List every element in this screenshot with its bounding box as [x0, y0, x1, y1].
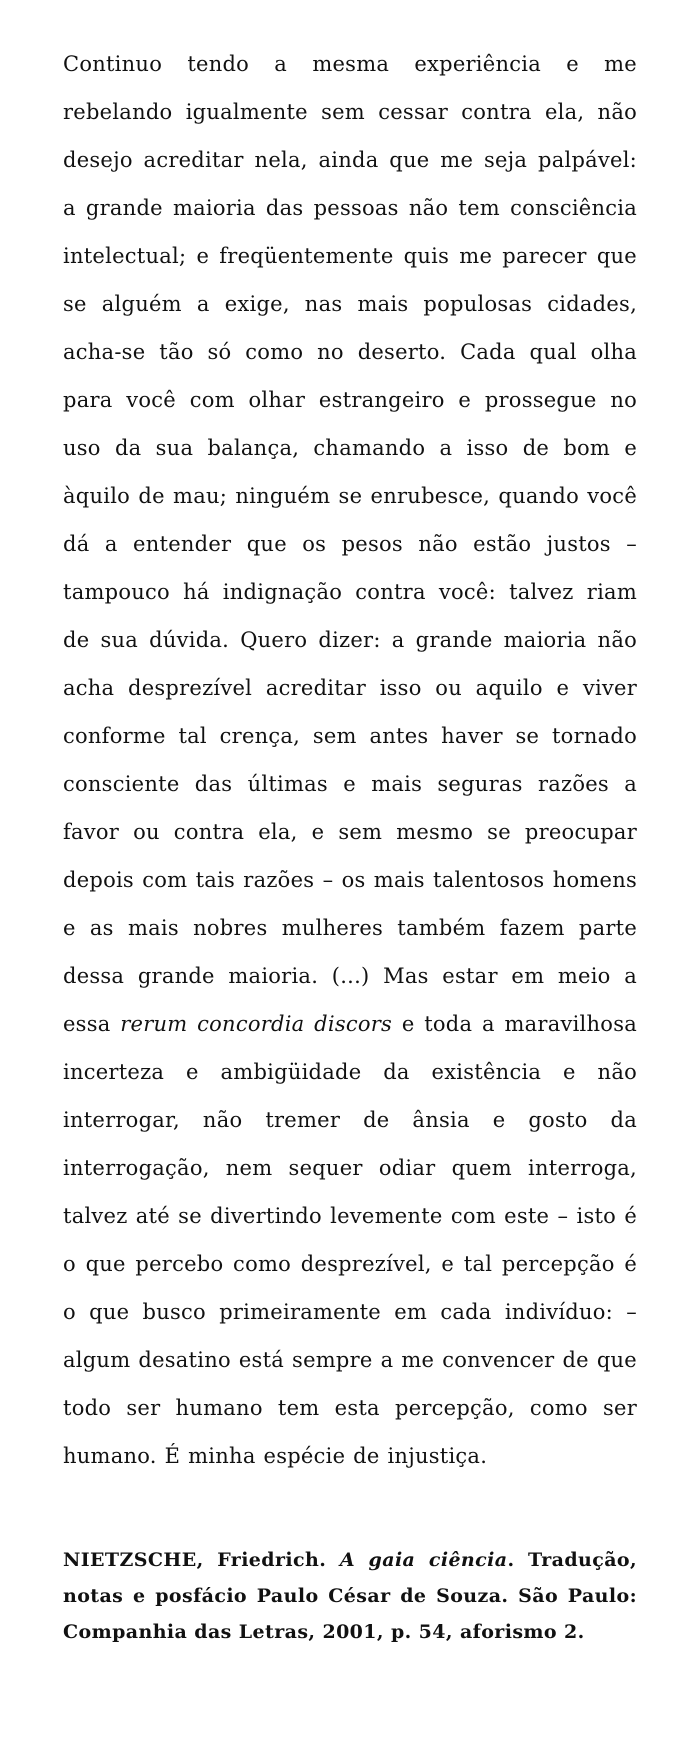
passage-italic-phrase: rerum concordia discors [120, 1012, 393, 1036]
reference-details: . Tradução, notas e posfácio Paulo César de Souza. São Paulo: Companhia das Letras, 2001, p. 54, aforismo 2. [63, 1549, 638, 1643]
reference-title: A gaia ciência [339, 1549, 508, 1571]
reference-author: NIETZSCHE, Friedrich. [63, 1549, 340, 1571]
quoted-passage [63, 40, 637, 1480]
bibliographic-reference [63, 1542, 637, 1650]
passage-text-start: Continuo tendo a mesma experiência e me rebelando igualmente sem cessar contra ela, não desejo acreditar nela, ainda que me seja palpável: a grande maioria das pessoas não tem consciência intelectual; e freqüentemente quis me parecer que se alguém a exige, nas mais populosas cidades, acha-se tão só como no deserto. Cada qual olha para você com olhar estrangeiro e prossegue no uso da sua balança, chamando a isso de bom e àquilo de mau; ninguém se enrubesce, quando você dá a entender que os pesos não estão justos – tampouco há indignação contra você: talvez riam de sua dúvida. Quero dizer: a grande maioria não acha desprezível acreditar isso ou aquilo e viver conforme tal crença, sem antes haver se tornado consciente das últimas e mais seguras razões a favor ou contra ela, e sem mesmo se preocupar depois com tais razões – os mais talentosos homens e as mais nobres mulheres também fazem parte dessa grande maioria. (...) Mas estar em meio a essa [63, 52, 637, 1036]
passage-text-end: e toda a maravilhosa incerteza e ambigüidade da existência e não interrogar, não tremer de ânsia e gosto da interrogação, nem sequer odiar quem interroga, talvez até se divertindo levemente com este – isto é o que percebo como desprezível, e tal percepção é o que busco primeiramente em cada indivíduo: – algum desatino está sempre a me convencer de que todo ser humano tem esta percepção, como ser humano. É minha espécie de injustiça. [63, 1012, 637, 1468]
